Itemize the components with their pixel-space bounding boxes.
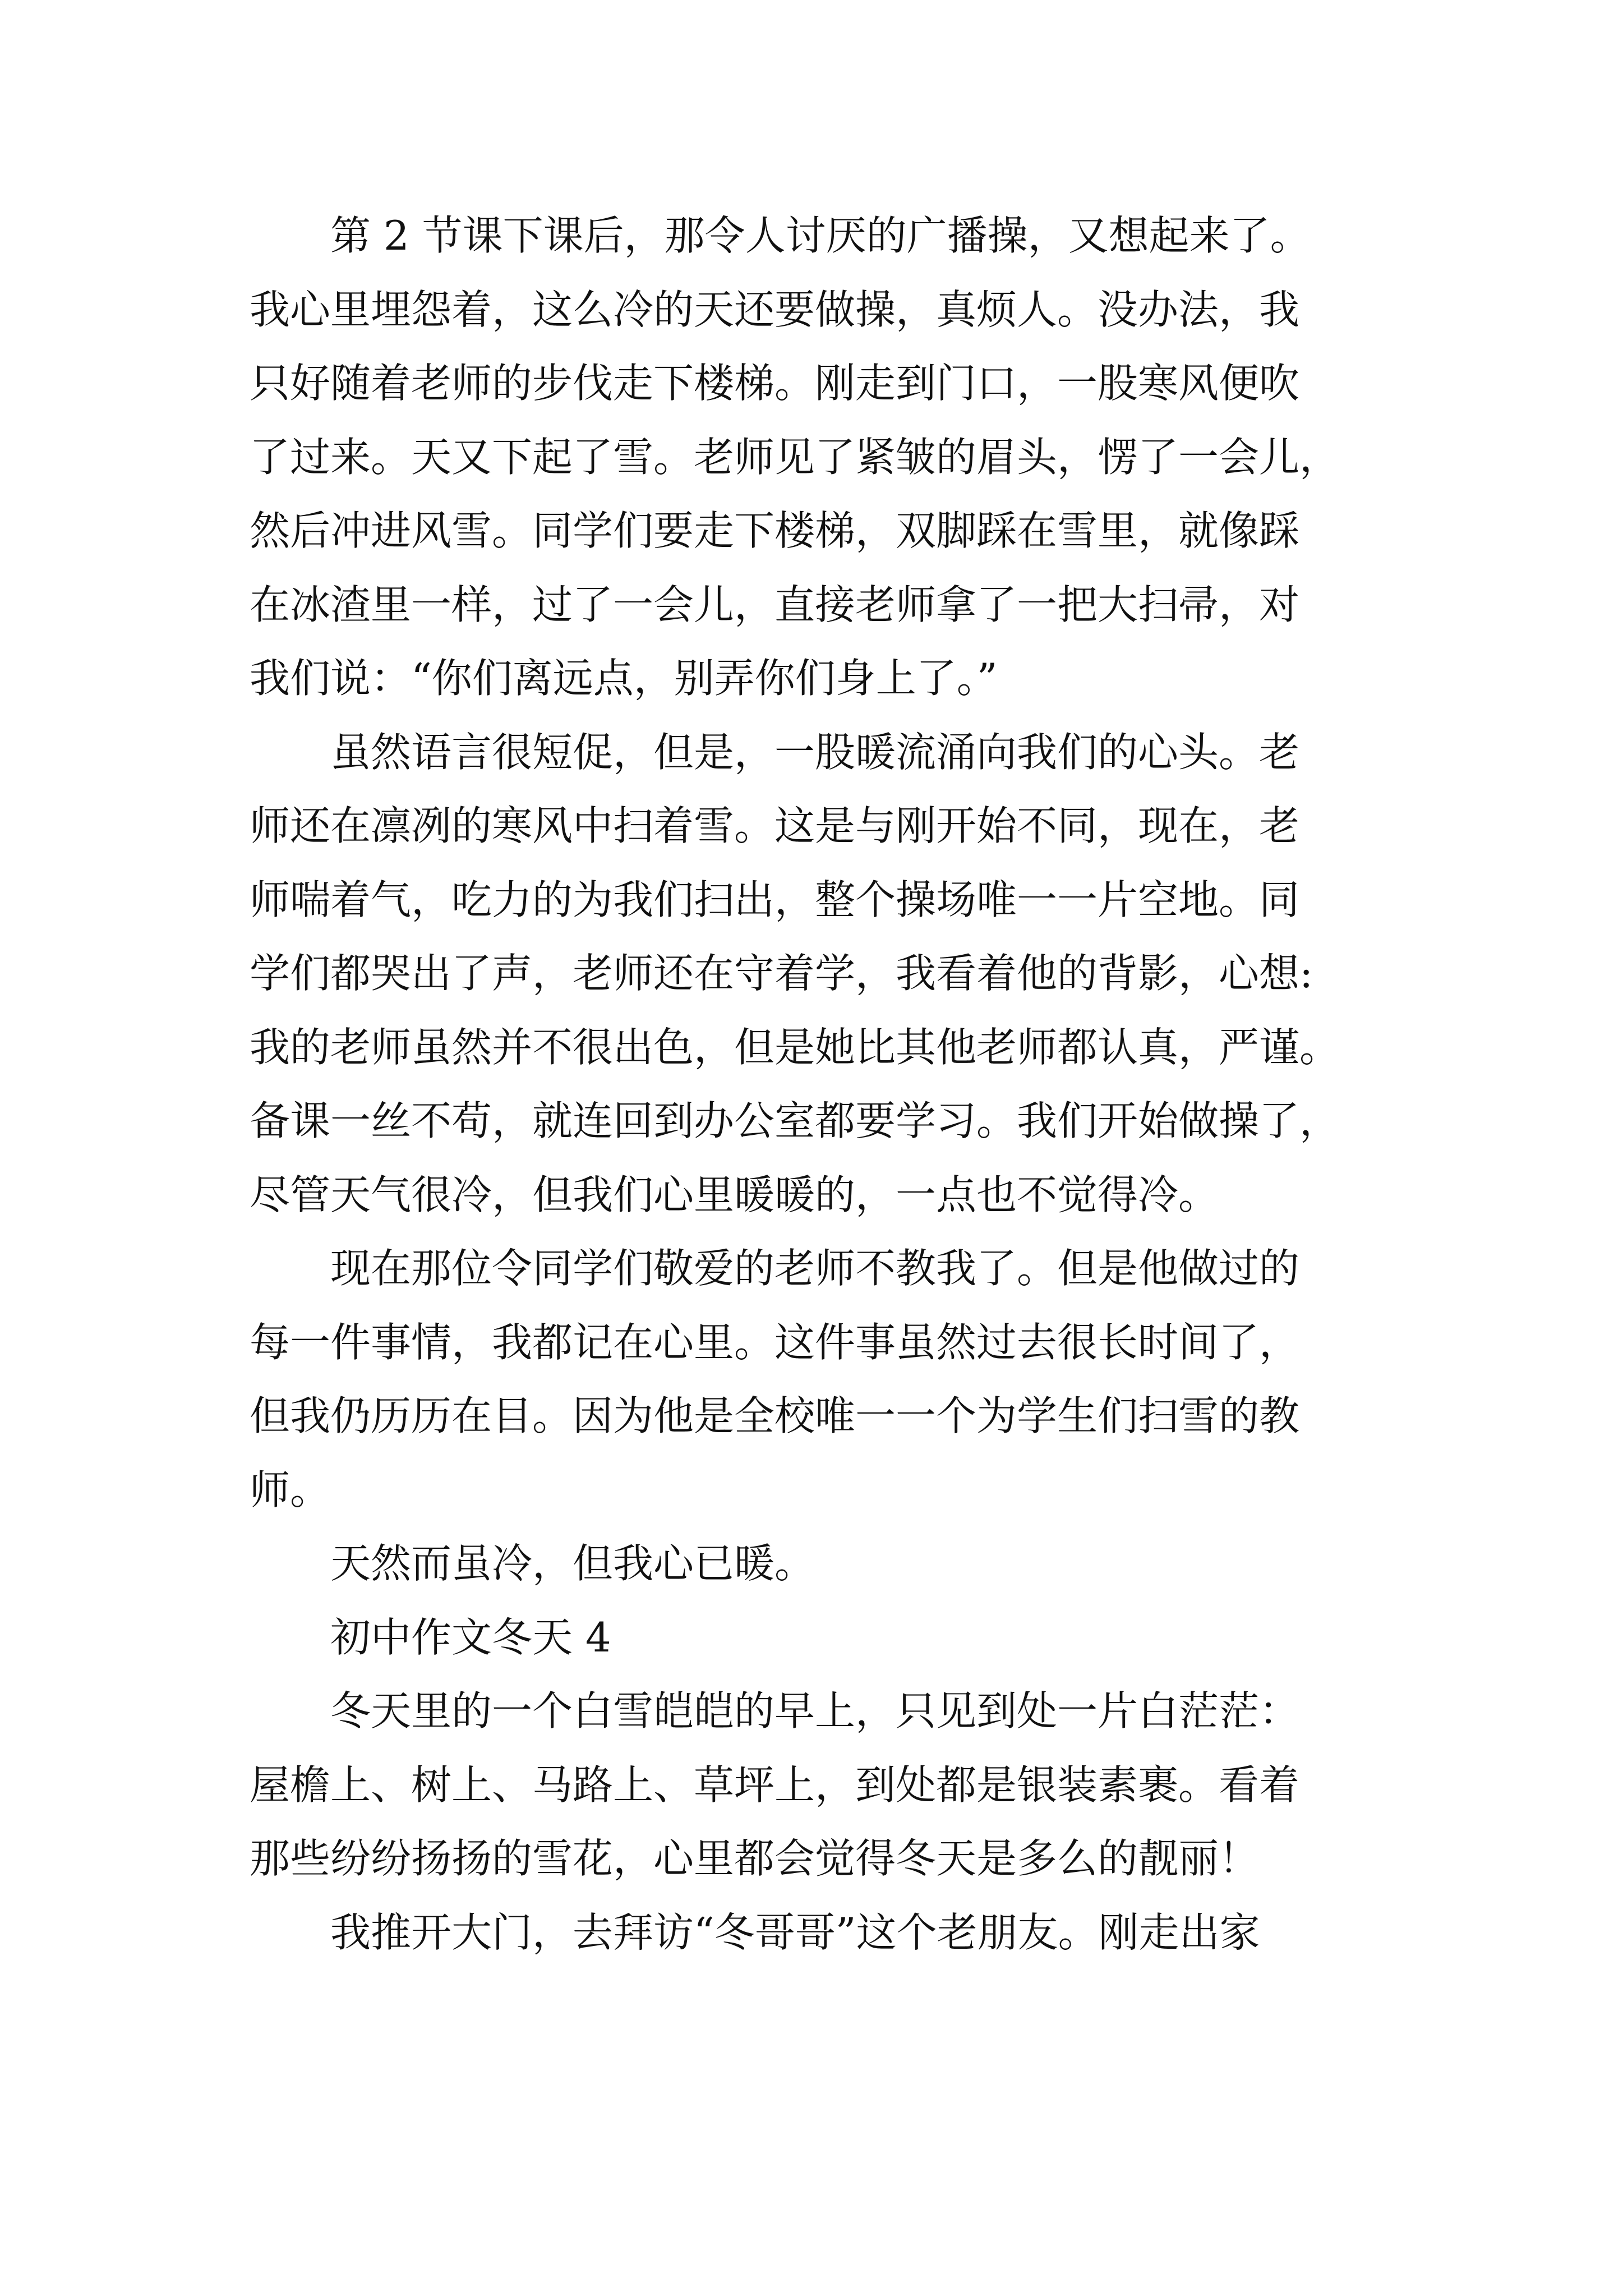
text-line: 只好随着老师的步伐走下楼梯。刚走到门口，一股寒风便吹	[250, 360, 1300, 407]
text-line: 师还在凛冽的寒风中扫着雪。这是与刚开始不同，现在，老	[250, 802, 1300, 849]
text-line: 第 2 节课下课后，那令人讨厌的广播操，又想起来了。	[330, 212, 1311, 259]
text-line: 那些纷纷扬扬的雪花，心里都会觉得冬天是多么的靓丽！	[250, 1835, 1260, 1882]
text-line: 但我仍历历在目。因为他是全校唯一一个为学生们扫雪的教	[250, 1392, 1300, 1439]
text-line: 师。	[250, 1466, 331, 1513]
text-line: 现在那位令同学们敬爱的老师不教我了。但是他做过的	[330, 1245, 1300, 1292]
text-line: 虽然语言很短促，但是，一股暖流涌向我们的心头。老	[330, 728, 1300, 776]
text-line: 我的老师虽然并不很出色，但是她比其他老师都认真，严谨。	[250, 1023, 1340, 1071]
text-line: 天然而虽冷，但我心已暖。	[330, 1540, 815, 1587]
text-line: 我们说：“你们离远点，别弄你们身上了。”	[250, 655, 998, 702]
text-line: 备课一丝不苟，就连回到办公室都要学习。我们开始做操了，	[250, 1097, 1340, 1144]
text-line: 我推开大门，去拜访“冬哥哥”这个老朋友。刚走出家	[330, 1908, 1260, 1956]
text-line: 在冰渣里一样，过了一会儿，直接老师拿了一把大扫帚，对	[250, 581, 1300, 628]
paragraph-memory	[250, 1232, 1394, 1527]
paragraph-warm-current	[250, 716, 1394, 1232]
section-heading	[250, 1601, 1394, 1675]
text-line: 我心里埋怨着，这么冷的天还要做操，真烦人。没办法，我	[250, 286, 1300, 333]
text-line: 师喘着气，吃力的为我们扫出，整个操场唯一一片空地。同	[250, 876, 1300, 923]
paragraph-visit-winter	[250, 1896, 1394, 1970]
text-line: 屋檐上、树上、马路上、草坪上，到处都是银装素裹。看着	[250, 1761, 1300, 1809]
text-line: 每一件事情，我都记在心里。这件事虽然过去很长时间了，	[250, 1318, 1300, 1366]
text-line: 尽管天气很冷，但我们心里暖暖的，一点也不觉得冷。	[250, 1171, 1219, 1218]
text-line: 学们都哭出了声，老师还在守着学，我看着他的背影，心想:	[250, 950, 1313, 997]
essay-body	[250, 199, 1394, 1970]
text-line: 然后冲进风雪。同学们要走下楼梯，双脚踩在雪里，就像踩	[250, 507, 1300, 554]
paragraph-broadcast-exercise	[250, 199, 1394, 716]
paragraph-snowy-morning	[250, 1674, 1394, 1896]
paragraph-conclusion	[250, 1527, 1394, 1601]
text-line: 了过来。天又下起了雪。老师见了紧皱的眉头，愣了一会儿，	[250, 433, 1340, 481]
text-line: 冬天里的一个白雪皑皑的早上，只见到处一片白茫茫：	[330, 1687, 1300, 1734]
essay-title: 初中作文冬天 4	[330, 1613, 611, 1661]
